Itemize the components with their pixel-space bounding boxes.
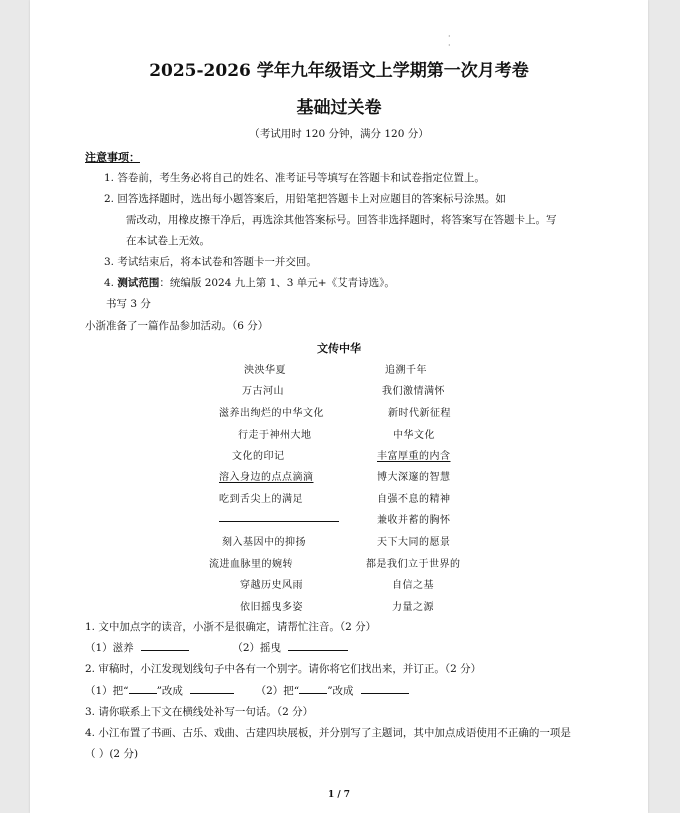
- note-item-2-cont: 需改动，用橡皮擦干净后，再选涂其他答案标号。回答非选择题时，将答案写在答题卡上。写: [126, 214, 557, 226]
- poem-left-line: 依旧摇曳多姿: [240, 602, 303, 613]
- poem-left-line: 滋养出绚烂的中华文化: [219, 408, 324, 419]
- poem-right-line: 自信之基: [392, 580, 434, 591]
- poem-left-line: 穿越历史风雨: [240, 580, 303, 591]
- poem-left-line: 流进血脉里的婉转: [209, 559, 293, 570]
- poem-right-line: 兼收并蓄的胸怀: [377, 515, 451, 526]
- q1-answer-blank-b[interactable]: [288, 640, 348, 651]
- poem-right-line: 新时代新征程: [388, 408, 451, 419]
- poem-left-line: 泱泱华夏: [244, 365, 286, 376]
- note-item-2-end: 在本试卷上无效。: [126, 235, 210, 247]
- exam-subtitle: 基础过关卷: [296, 98, 382, 118]
- q2-part-a-start: （1）把“: [85, 685, 129, 697]
- poem-right-line: 我们激情满怀: [382, 386, 445, 397]
- notes-heading: 注意事项：: [85, 151, 140, 164]
- q2-blank-a1[interactable]: [129, 683, 157, 694]
- exam-time-note: （考试用时 120 分钟，满分 120 分）: [249, 128, 429, 140]
- poem-left-line: 行走于神州大地: [238, 430, 312, 441]
- question-4-bracket: （ ）(2 分): [85, 748, 139, 760]
- document-page: [30, 0, 648, 813]
- poem-left-line: 刻入基因中的抑扬: [222, 537, 306, 548]
- poem-left-line: 文化的印记: [232, 451, 285, 462]
- question-2: 2. 审稿时，小江发现划线句子中各有一个别字。请你将它们找出来，并订正。（2 分）: [85, 663, 482, 675]
- poem-right-line: 力量之源: [392, 602, 434, 613]
- writing-score: 书写 3 分: [106, 298, 151, 310]
- poem-right-line: 自强不息的精神: [377, 494, 451, 505]
- q1-part-a: （1）滋养: [85, 642, 134, 654]
- scope-text: ：统编版 2024 九上第 1、3 单元+《艾青诗选》。: [159, 277, 395, 289]
- poem-right-line: 博大深邃的智慧: [377, 472, 451, 483]
- question-3: 3. 请你联系上下文在横线处补写一句话。（2 分）: [85, 706, 314, 718]
- question-4: 4. 小江布置了书画、古乐、戏曲、古建四块展板，并分别写了主题词，其中加点成语使用不正确的一项是: [85, 727, 571, 739]
- note-item-4-num: 4.: [104, 277, 118, 289]
- question-1: 1. 文中加点字的读音，小浙不是很确定，请帮忙注音。（2 分）: [85, 621, 377, 633]
- q1-answer-blank-a[interactable]: [141, 640, 189, 651]
- q2-part-a-end: ”改成: [156, 685, 183, 697]
- poem-fill-blank: [219, 521, 339, 522]
- note-item-3: 3. 考试结束后，将本试卷和答题卡一并交回。: [104, 256, 317, 268]
- note-item-4: [104, 275, 395, 290]
- poem-right-line: 追溯千年: [385, 365, 427, 376]
- q2-blank-b1[interactable]: [299, 683, 327, 694]
- poem-left-line: 万古河山: [242, 386, 284, 397]
- q2-part-b-end: ”改成: [327, 685, 354, 697]
- page-number: 1 / 7: [327, 790, 351, 800]
- exam-title: 2025-2026 学年九年级语文上学期第一次月考卷: [149, 61, 529, 81]
- q2-part-b-start: （2）把“: [255, 685, 300, 697]
- section-intro: 小浙准备了一篇作品参加活动。（6 分）: [85, 320, 269, 332]
- q2-blank-a2[interactable]: [190, 683, 234, 694]
- scope-label: 测试范围: [117, 277, 160, 289]
- note-item-2: 2. 回答选择题时，选出每小题答案后，用铅笔把答题卡上对应题目的答案标号涂黑。如: [104, 193, 506, 205]
- poem-right-line: 都是我们立于世界的: [366, 559, 461, 570]
- poem-left-line-underlined: 溶入身边的点点滴滴: [219, 472, 314, 483]
- question-1-answers: [85, 640, 348, 655]
- note-item-1: 1. 答卷前，考生务必将自己的姓名、准考证号等填写在答题卡和试卷指定位置上。: [104, 172, 485, 184]
- poem-right-line-underlined: 丰富厚重的内含: [377, 451, 451, 462]
- poem-right-line: 天下大同的愿景: [377, 537, 451, 548]
- q1-part-b: （2）摇曳: [232, 642, 282, 654]
- question-2-answers: [85, 683, 409, 698]
- q2-blank-b2[interactable]: [361, 683, 409, 694]
- poem-right-line: 中华文化: [393, 430, 435, 441]
- decorative-dots: · ·: [448, 32, 451, 50]
- poem-title: 文传中华: [317, 342, 361, 355]
- poem-left-line: 吃到舌尖上的满足: [219, 494, 303, 505]
